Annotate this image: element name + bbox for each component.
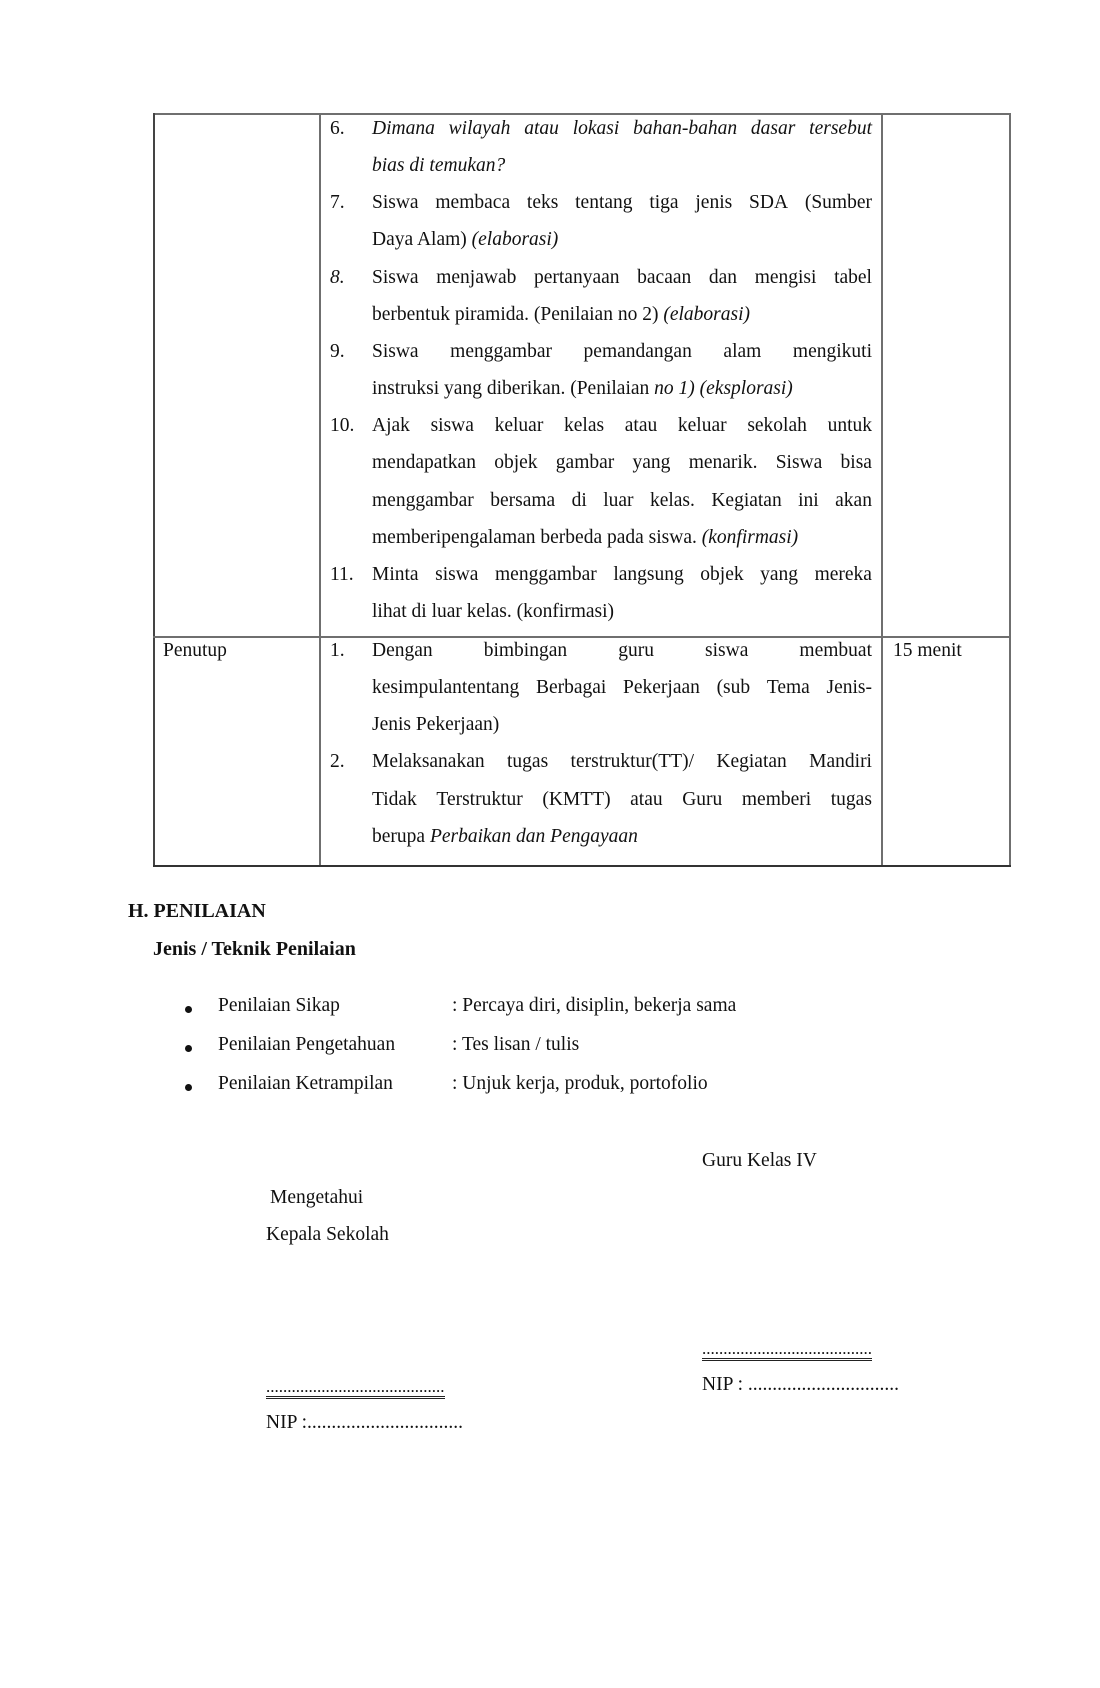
list-item-number: 10. [330,415,355,437]
list-item-number: 1. [330,640,345,661]
list-item-number: 8. [330,266,345,288]
list-item-text: lihat di luar kelas. (konfirmasi) [372,600,615,622]
table-cell-duration: 15 menit [893,640,962,661]
list-item-text: Siswa menjawab pertanyaan bacaan dan mengisi tabel [372,266,872,288]
list-item-text: Siswa membaca teks tentang tiga jenis SDA (Sumber [372,192,872,214]
list-item-text: Daya Alam) (elaborasi) [372,229,559,251]
list-item-text: Siswa menggambar pemandangan alam mengikuti [372,340,872,362]
list-item-text: Jenis Pekerjaan) [372,714,500,736]
list-item-text: bias di temukan? [372,155,506,177]
signature-nip-teacher: NIP : ............................... [702,1374,899,1395]
signature-name-line-principal: .......................................... [266,1378,445,1399]
table-border-left [153,113,155,867]
assessment-value: : Percaya diri, disiplin, bekerja sama [452,995,737,1016]
list-item-number: 6. [330,118,345,139]
table-divider-col2 [881,113,883,867]
list-item-text: Tidak Terstruktur (KMTT) atau Guru memberi tugas [372,788,872,810]
list-item-number: 2. [330,751,345,773]
assessment-value: : Unjuk kerja, produk, portofolio [452,1073,708,1094]
list-item-text: Dimana wilayah atau lokasi bahan-bahan dasar tersebut [372,118,872,139]
list-item-text: berbentuk piramida. (Penilaian no 2) (elaborasi) [372,303,750,325]
table-border-right [1009,113,1011,867]
section-subtitle: Jenis / Teknik Penilaian [153,938,356,960]
list-item-number: 9. [330,340,345,362]
table-divider-col1 [319,113,321,867]
assessment-value: : Tes lisan / tulis [452,1034,580,1055]
signature-title-principal: Kepala Sekolah [266,1224,389,1245]
signature-nip-principal: NIP :................................ [266,1412,463,1433]
signature-title-teacher: Guru Kelas IV [702,1150,817,1171]
list-item-text: instruksi yang diberikan. (Penilaian no 1) (eksplorasi) [372,378,793,400]
list-item-text: mendapatkan objek gambar yang menarik. Siswa bisa [372,452,872,474]
list-item-text: memberipengalaman berbeda pada siswa. (konfirmasi) [372,526,799,548]
list-item-text: berupa Perbaikan dan Pengayaan [372,825,638,847]
signature-name-line-teacher: ........................................ [702,1340,872,1361]
section-title: H. PENILAIAN [128,900,266,922]
bullet-icon [185,1084,192,1091]
list-item-text: kesimpulantentang Berbagai Pekerjaan (sub Tema Jenis- [372,677,872,699]
list-item-text: Melaksanakan tugas terstruktur(TT)/ Kegiatan Mandiri [372,751,872,773]
signature-acknowledged: Mengetahui [270,1187,364,1208]
list-item-number: 11. [330,563,354,585]
bullet-icon [185,1045,192,1052]
list-item-text: menggambar bersama di luar kelas. Kegiatan ini akan [372,489,872,511]
table-border-bottom [153,865,1011,867]
bullet-icon [185,1006,192,1013]
assessment-label: Penilaian Pengetahuan [218,1034,396,1055]
table-cell-stage-penutup: Penutup [163,640,227,661]
list-item-text: Minta siswa menggambar langsung objek yang mereka [372,563,872,585]
assessment-label: Penilaian Ketrampilan [218,1073,393,1094]
assessment-label: Penilaian Sikap [218,995,340,1016]
list-item-text: Dengan bimbingan guru siswa membuat [372,640,872,661]
list-item-number: 7. [330,192,345,214]
list-item-text: Ajak siswa keluar kelas atau keluar sekolah untuk [372,415,872,437]
